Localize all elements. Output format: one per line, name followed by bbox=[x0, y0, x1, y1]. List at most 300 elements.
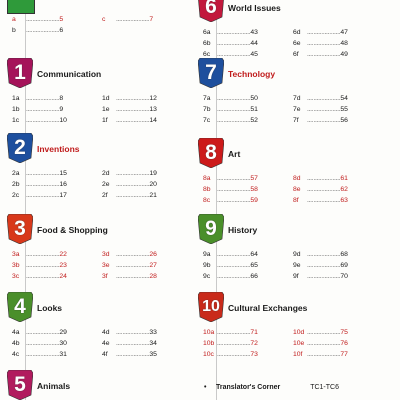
lesson-entry[interactable] bbox=[293, 195, 348, 206]
lesson-entry[interactable] bbox=[102, 260, 157, 271]
page-number: 9 bbox=[59, 106, 64, 113]
lesson-entry[interactable] bbox=[293, 49, 348, 60]
unit-badge bbox=[198, 292, 224, 322]
page-number: 66 bbox=[250, 273, 258, 280]
page-number: 35 bbox=[149, 351, 157, 358]
unit-number: 7 bbox=[205, 61, 217, 84]
unit-badge bbox=[198, 138, 224, 168]
unit-badge bbox=[7, 0, 35, 14]
dot-leader: ..................... bbox=[116, 329, 150, 336]
lesson-entry[interactable] bbox=[12, 115, 67, 126]
page-number: 7 bbox=[149, 16, 154, 23]
lesson-label: 6e bbox=[293, 40, 301, 47]
page-number: 13 bbox=[149, 106, 157, 113]
page-number: 17 bbox=[59, 192, 67, 199]
translators-corner-label: Translator's Corner bbox=[215, 384, 281, 391]
lesson-label: 7c bbox=[203, 117, 211, 124]
lesson-label: 3d bbox=[102, 251, 110, 258]
page-number: 65 bbox=[250, 262, 258, 269]
dot-leader: ..................... bbox=[307, 329, 341, 336]
lesson-row bbox=[12, 249, 182, 260]
dot-leader: ..................... bbox=[217, 273, 251, 280]
page-number: 58 bbox=[250, 186, 258, 193]
unit-number: 5 bbox=[14, 373, 26, 396]
lesson-row bbox=[12, 271, 182, 282]
lesson-entry[interactable] bbox=[203, 115, 258, 126]
lesson-label: 7d bbox=[293, 95, 301, 102]
lesson-entry[interactable] bbox=[203, 184, 258, 195]
unit-title[interactable]: History bbox=[228, 225, 258, 235]
lesson-label: 4d bbox=[102, 329, 110, 336]
lesson-label: 9a bbox=[203, 251, 211, 258]
lesson-list bbox=[203, 173, 399, 206]
page-number: 77 bbox=[340, 351, 348, 358]
unit-number: 10 bbox=[202, 298, 220, 315]
lesson-label: 3b bbox=[12, 262, 20, 269]
unit-title[interactable]: World Issues bbox=[228, 3, 281, 13]
lesson-entry[interactable] bbox=[12, 179, 67, 190]
page-number: 54 bbox=[340, 95, 348, 102]
unit-badge bbox=[7, 292, 33, 322]
lesson-row bbox=[203, 184, 399, 195]
lesson-entry[interactable] bbox=[12, 104, 63, 115]
lesson-entry[interactable] bbox=[203, 93, 258, 104]
lesson-label: 1d bbox=[102, 95, 110, 102]
lesson-label: 7e bbox=[293, 106, 301, 113]
page-number: 56 bbox=[340, 117, 348, 124]
lesson-entry[interactable] bbox=[203, 195, 258, 206]
dot-leader: ..................... bbox=[307, 251, 341, 258]
page-number: 57 bbox=[250, 175, 258, 182]
unit-badge bbox=[198, 214, 224, 244]
lesson-label: 4b bbox=[12, 340, 20, 347]
lesson-list bbox=[203, 93, 399, 126]
dot-leader: ..................... bbox=[26, 340, 60, 347]
unit-number: 4 bbox=[14, 295, 26, 318]
dot-leader: ..................... bbox=[307, 51, 341, 58]
page-number: 49 bbox=[340, 51, 348, 58]
page-number: 68 bbox=[340, 251, 348, 258]
lesson-label: 1c bbox=[12, 117, 20, 124]
dot-leader: ..................... bbox=[307, 175, 341, 182]
lesson-entry[interactable] bbox=[293, 115, 348, 126]
lesson-label: 10b bbox=[203, 340, 215, 347]
dot-leader: ..................... bbox=[26, 329, 60, 336]
dot-leader: ..................... bbox=[26, 351, 60, 358]
lesson-list bbox=[203, 27, 399, 60]
lesson-entry[interactable] bbox=[293, 38, 348, 49]
page-number: 51 bbox=[250, 106, 258, 113]
lesson-row bbox=[203, 327, 399, 338]
dot-leader: ..................... bbox=[217, 197, 251, 204]
page-number: 52 bbox=[250, 117, 258, 124]
lesson-entry[interactable] bbox=[102, 179, 157, 190]
dot-leader: ..................... bbox=[307, 273, 341, 280]
lesson-entry[interactable] bbox=[12, 327, 67, 338]
dot-leader: ..................... bbox=[307, 197, 341, 204]
unit-badge bbox=[198, 58, 224, 88]
lesson-entry[interactable] bbox=[102, 104, 157, 115]
lesson-label: 7f bbox=[293, 117, 299, 124]
page-number: 43 bbox=[250, 29, 258, 36]
dot-leader: ..................... bbox=[116, 181, 150, 188]
page-number: 29 bbox=[59, 329, 67, 336]
lesson-label: 8a bbox=[203, 175, 211, 182]
lesson-label: 10a bbox=[203, 329, 215, 336]
page-number: 21 bbox=[149, 192, 157, 199]
lesson-entry[interactable] bbox=[102, 271, 157, 282]
lesson-entry[interactable] bbox=[102, 14, 153, 25]
lesson-row bbox=[203, 93, 399, 104]
lesson-entry[interactable] bbox=[293, 173, 348, 184]
lesson-label: 6f bbox=[293, 51, 299, 58]
lesson-list bbox=[12, 93, 182, 126]
dot-leader: ..................... bbox=[116, 95, 150, 102]
lesson-label: 4f bbox=[102, 351, 108, 358]
lesson-label: 2f bbox=[102, 192, 108, 199]
dot-leader: ..................... bbox=[217, 251, 251, 258]
unit-title[interactable]: Art bbox=[228, 149, 241, 159]
lesson-entry[interactable] bbox=[293, 249, 348, 260]
page-number: 14 bbox=[149, 117, 157, 124]
unit-number: 9 bbox=[205, 217, 217, 240]
dot-leader: ..................... bbox=[26, 95, 60, 102]
lesson-label: 9e bbox=[293, 262, 301, 269]
dot-leader: ..................... bbox=[307, 29, 341, 36]
lesson-entry[interactable] bbox=[12, 349, 67, 360]
lesson-label: 4c bbox=[12, 351, 20, 358]
lesson-row bbox=[12, 260, 182, 271]
lesson-row bbox=[203, 27, 399, 38]
lesson-label: 3a bbox=[12, 251, 20, 258]
page-number: 71 bbox=[250, 329, 258, 336]
lesson-row bbox=[12, 104, 182, 115]
lesson-label: 9f bbox=[293, 273, 299, 280]
lesson-label: 6c bbox=[203, 51, 211, 58]
page-number: 23 bbox=[59, 262, 67, 269]
lesson-entry[interactable] bbox=[203, 249, 258, 260]
lesson-label: 8e bbox=[293, 186, 301, 193]
lesson-entry[interactable] bbox=[293, 27, 348, 38]
lesson-list bbox=[12, 14, 182, 36]
lesson-entry[interactable] bbox=[102, 115, 157, 126]
dot-leader: ..................... bbox=[116, 262, 150, 269]
lesson-entry[interactable] bbox=[12, 271, 67, 282]
dot-leader: ..................... bbox=[217, 95, 251, 102]
lesson-label: 8c bbox=[203, 197, 211, 204]
page-number: 19 bbox=[149, 170, 157, 177]
dot-leader: ..................... bbox=[307, 351, 341, 358]
lesson-row bbox=[12, 338, 182, 349]
dot-leader: ..................... bbox=[116, 273, 150, 280]
page-number: 34 bbox=[149, 340, 157, 347]
page-number: 59 bbox=[250, 197, 258, 204]
dot-leader: ..................... bbox=[116, 251, 150, 258]
page-number: 73 bbox=[250, 351, 258, 358]
page-number: 33 bbox=[149, 329, 157, 336]
page-number: 6 bbox=[59, 27, 64, 34]
dot-leader: ..................... bbox=[116, 117, 150, 124]
lesson-label: b bbox=[12, 27, 16, 34]
lesson-row bbox=[203, 249, 399, 260]
lesson-entry[interactable] bbox=[203, 271, 258, 282]
lesson-label: 6b bbox=[203, 40, 211, 47]
lesson-list bbox=[203, 327, 399, 360]
unit-title[interactable]: Food & Shopping bbox=[37, 225, 108, 235]
lesson-entry[interactable] bbox=[203, 104, 258, 115]
dot-leader: ..................... bbox=[26, 170, 60, 177]
lesson-label: 2c bbox=[12, 192, 20, 199]
lesson-row bbox=[12, 190, 182, 201]
dot-leader: ..................... bbox=[116, 340, 150, 347]
lesson-row bbox=[203, 338, 399, 349]
page-number: 5 bbox=[59, 16, 64, 23]
lesson-label: 6d bbox=[293, 29, 301, 36]
lesson-label: c bbox=[102, 16, 106, 23]
lesson-label: 10e bbox=[293, 340, 305, 347]
bullet: • bbox=[204, 384, 207, 391]
lesson-entry[interactable] bbox=[102, 338, 157, 349]
dot-leader: ..................... bbox=[217, 51, 251, 58]
page-number: 69 bbox=[340, 262, 348, 269]
lesson-entry[interactable] bbox=[203, 338, 258, 349]
unit-badge bbox=[7, 370, 33, 400]
lesson-row bbox=[12, 327, 182, 338]
page-number: 31 bbox=[59, 351, 67, 358]
dot-leader: ..................... bbox=[26, 273, 60, 280]
page-number: 72 bbox=[250, 340, 258, 347]
page-number: 75 bbox=[340, 329, 348, 336]
unit-number: 6 bbox=[205, 0, 217, 18]
lesson-label: 8b bbox=[203, 186, 211, 193]
lesson-row bbox=[203, 49, 399, 60]
lesson-entry[interactable] bbox=[293, 271, 348, 282]
dot-leader: ..................... bbox=[307, 117, 341, 124]
lesson-label: 10d bbox=[293, 329, 305, 336]
lesson-entry[interactable] bbox=[203, 173, 258, 184]
lesson-entry[interactable] bbox=[102, 190, 157, 201]
dot-leader: ..................... bbox=[116, 351, 150, 358]
dot-leader: ..................... bbox=[307, 106, 341, 113]
dot-leader: ..................... bbox=[217, 40, 251, 47]
page-number: 20 bbox=[149, 181, 157, 188]
page-number: 15 bbox=[59, 170, 67, 177]
dot-leader: ..................... bbox=[307, 262, 341, 269]
lesson-entry[interactable] bbox=[203, 260, 258, 271]
lesson-label: 2a bbox=[12, 170, 20, 177]
lesson-label: 1a bbox=[12, 95, 20, 102]
page-number: 26 bbox=[149, 251, 157, 258]
dot-leader: ..................... bbox=[307, 40, 341, 47]
lesson-row bbox=[12, 115, 182, 126]
lesson-entry[interactable] bbox=[293, 93, 348, 104]
lesson-entry[interactable] bbox=[203, 349, 258, 360]
unit-number: 2 bbox=[14, 136, 26, 159]
page-number: 64 bbox=[250, 251, 258, 258]
unit-badge bbox=[7, 58, 33, 88]
lesson-label: 8f bbox=[293, 197, 299, 204]
lesson-entry[interactable] bbox=[293, 338, 348, 349]
page-number: 24 bbox=[59, 273, 67, 280]
page-number: 27 bbox=[149, 262, 157, 269]
lesson-label: 7a bbox=[203, 95, 211, 102]
lesson-label: 4e bbox=[102, 340, 110, 347]
lesson-entry[interactable] bbox=[102, 93, 157, 104]
dot-leader: ..................... bbox=[116, 106, 150, 113]
lesson-entry[interactable] bbox=[293, 104, 348, 115]
lesson-label: 6a bbox=[203, 29, 211, 36]
lesson-row bbox=[12, 14, 182, 25]
dot-leader: ..................... bbox=[26, 27, 60, 34]
lesson-entry[interactable] bbox=[102, 168, 157, 179]
lesson-entry[interactable] bbox=[12, 338, 67, 349]
lesson-label: 9d bbox=[293, 251, 301, 258]
lesson-label: 2e bbox=[102, 181, 110, 188]
dot-leader: ..................... bbox=[217, 117, 251, 124]
page-number: 47 bbox=[340, 29, 348, 36]
unit-title[interactable]: Technology bbox=[228, 69, 276, 79]
lesson-label: 3e bbox=[102, 262, 110, 269]
page-number: 61 bbox=[340, 175, 348, 182]
dot-leader: ..................... bbox=[116, 16, 150, 23]
lesson-entry[interactable] bbox=[203, 27, 258, 38]
lesson-row bbox=[203, 38, 399, 49]
lesson-list bbox=[203, 249, 399, 282]
lesson-row bbox=[12, 349, 182, 360]
unit-number: 8 bbox=[205, 141, 217, 164]
lesson-label: 3f bbox=[102, 273, 108, 280]
page-number: 16 bbox=[59, 181, 67, 188]
unit-title[interactable]: Animals bbox=[37, 381, 71, 391]
unit-badge bbox=[198, 0, 224, 22]
lesson-entry[interactable] bbox=[102, 249, 157, 260]
unit-number: 1 bbox=[14, 61, 26, 84]
page-number: 48 bbox=[340, 40, 348, 47]
lesson-label: 10c bbox=[203, 351, 214, 358]
lesson-row bbox=[203, 260, 399, 271]
lesson-row bbox=[203, 195, 399, 206]
page-number: 30 bbox=[59, 340, 67, 347]
translators-corner-entry[interactable] bbox=[204, 384, 339, 391]
lesson-entry[interactable] bbox=[12, 249, 67, 260]
dot-leader: ..................... bbox=[217, 340, 251, 347]
lesson-entry[interactable] bbox=[102, 327, 157, 338]
page-number: 76 bbox=[340, 340, 348, 347]
dot-leader: ..................... bbox=[116, 170, 150, 177]
lesson-entry[interactable] bbox=[12, 260, 67, 271]
dot-leader: ..................... bbox=[26, 117, 60, 124]
page-number: 28 bbox=[149, 273, 157, 280]
lesson-label: 4a bbox=[12, 329, 20, 336]
page-number: 62 bbox=[340, 186, 348, 193]
page-number: 44 bbox=[250, 40, 258, 47]
lesson-row bbox=[12, 179, 182, 190]
lesson-entry[interactable] bbox=[12, 168, 67, 179]
dot-leader: ..................... bbox=[26, 251, 60, 258]
lesson-entry[interactable] bbox=[293, 260, 348, 271]
page-number: 45 bbox=[250, 51, 258, 58]
page-number: 55 bbox=[340, 106, 348, 113]
unit-title[interactable]: Cultural Exchanges bbox=[228, 303, 308, 313]
lesson-label: 1b bbox=[12, 106, 20, 113]
page-number: 22 bbox=[59, 251, 67, 258]
dot-leader: ..................... bbox=[26, 192, 60, 199]
unit-title[interactable]: Inventions bbox=[37, 144, 80, 154]
lesson-row bbox=[12, 168, 182, 179]
unit-number: 3 bbox=[14, 217, 26, 240]
lesson-label: 9c bbox=[203, 273, 211, 280]
lesson-entry[interactable] bbox=[102, 349, 157, 360]
unit-title[interactable]: Communication bbox=[37, 69, 102, 79]
unit-badge bbox=[7, 214, 33, 244]
dot-leader: ..................... bbox=[217, 329, 251, 336]
lesson-entry[interactable] bbox=[203, 327, 258, 338]
lesson-row bbox=[203, 115, 399, 126]
lesson-entry[interactable] bbox=[12, 25, 63, 36]
dot-leader: ..................... bbox=[217, 351, 251, 358]
dot-leader: ..................... bbox=[26, 16, 60, 23]
lesson-label: a bbox=[12, 16, 16, 23]
unit-badge bbox=[7, 133, 33, 163]
lesson-row bbox=[203, 104, 399, 115]
page-number: 70 bbox=[340, 273, 348, 280]
lesson-entry[interactable] bbox=[293, 184, 348, 195]
lesson-entry[interactable] bbox=[293, 349, 348, 360]
lesson-entry[interactable] bbox=[203, 38, 258, 49]
unit-title[interactable]: Looks bbox=[37, 303, 63, 313]
lesson-list bbox=[12, 249, 182, 282]
lesson-row bbox=[12, 25, 182, 36]
page-number: 12 bbox=[149, 95, 157, 102]
lesson-label: 2b bbox=[12, 181, 20, 188]
dot-leader: ..................... bbox=[26, 262, 60, 269]
dot-leader: ..................... bbox=[307, 95, 341, 102]
lesson-label: 7b bbox=[203, 106, 211, 113]
page-number: 63 bbox=[340, 197, 348, 204]
dot-leader: ..................... bbox=[217, 262, 251, 269]
lesson-row bbox=[12, 93, 182, 104]
dot-leader: ..................... bbox=[26, 181, 60, 188]
lesson-entry[interactable] bbox=[12, 93, 63, 104]
lesson-entry[interactable] bbox=[293, 327, 348, 338]
page-number: 10 bbox=[59, 117, 67, 124]
lesson-label: 1e bbox=[102, 106, 110, 113]
lesson-row bbox=[203, 349, 399, 360]
lesson-list bbox=[12, 168, 182, 201]
page-number: 50 bbox=[250, 95, 258, 102]
lesson-row bbox=[203, 271, 399, 282]
dot-leader: ..................... bbox=[116, 192, 150, 199]
dot-leader: ..................... bbox=[307, 340, 341, 347]
lesson-label: 8d bbox=[293, 175, 301, 182]
lesson-label: 2d bbox=[102, 170, 110, 177]
translators-corner-pages: TC1-TC6 bbox=[310, 384, 339, 391]
lesson-entry[interactable] bbox=[12, 14, 63, 25]
dot-leader: ..................... bbox=[307, 186, 341, 193]
lesson-list bbox=[12, 327, 182, 360]
lesson-label: 10f bbox=[293, 351, 303, 358]
lesson-label: 9b bbox=[203, 262, 211, 269]
lesson-entry[interactable] bbox=[12, 190, 67, 201]
dot-leader: ..................... bbox=[217, 106, 251, 113]
dot-leader: ..................... bbox=[217, 29, 251, 36]
dot-leader: ..................... bbox=[26, 106, 60, 113]
lesson-row bbox=[203, 173, 399, 184]
lesson-label: 1f bbox=[102, 117, 108, 124]
dot-leader: ..................... bbox=[217, 186, 251, 193]
lesson-label: 3c bbox=[12, 273, 20, 280]
dot-leader: ..................... bbox=[217, 175, 251, 182]
